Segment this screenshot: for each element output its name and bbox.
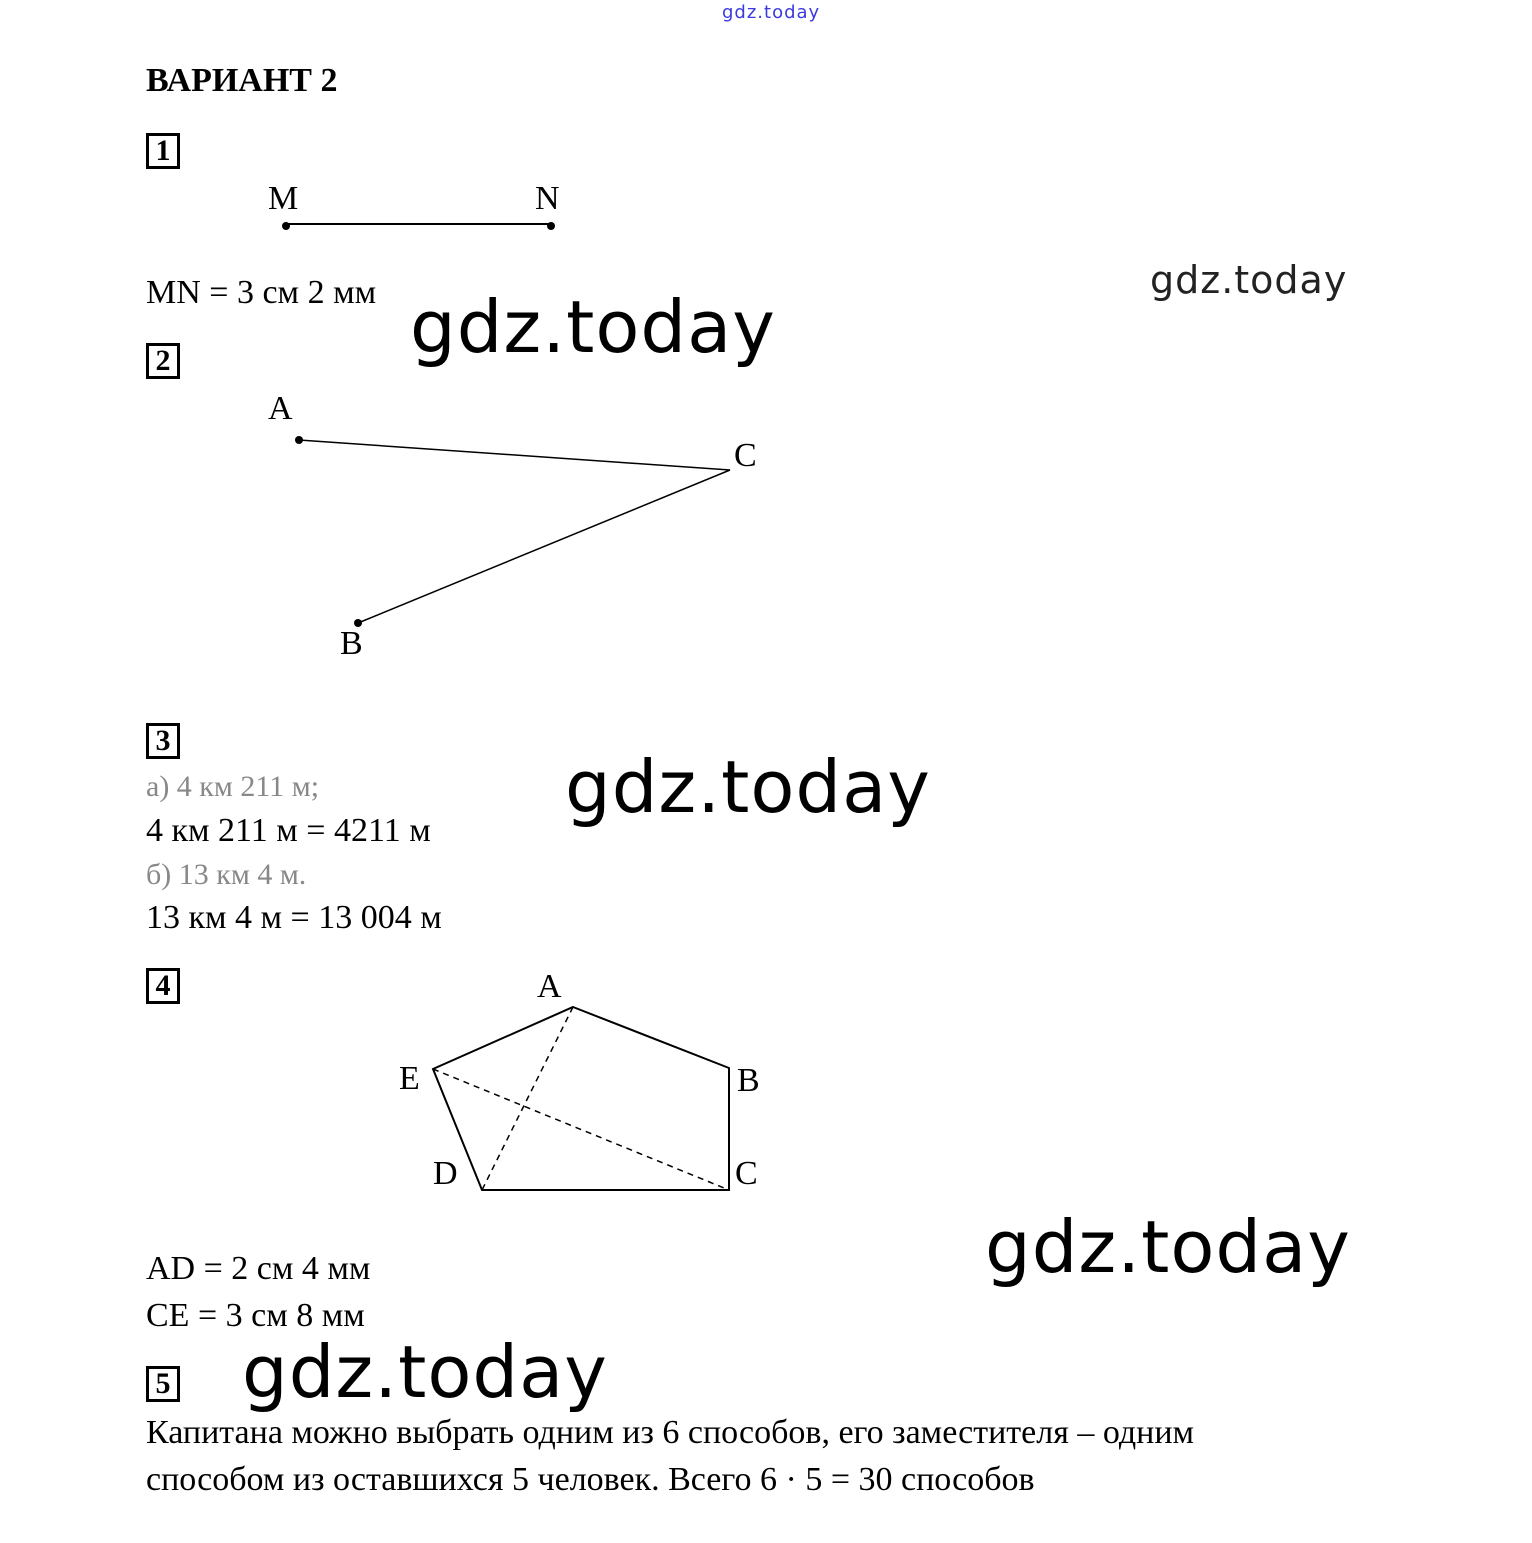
label-point-m: M [268, 180, 299, 217]
angle-acb-figure [295, 436, 730, 627]
segment-mn-figure [282, 222, 555, 230]
task1-answer: MN = 3 см 2 мм [146, 274, 377, 311]
segment-cb [358, 470, 730, 623]
watermark-large-2: gdz.today [565, 745, 931, 829]
watermark-large-1: gdz.today [410, 285, 776, 369]
label-point-b: B [340, 625, 363, 662]
label-point-n: N [535, 180, 560, 217]
point-n-dot [547, 222, 555, 230]
task-number-5: 5 [146, 1366, 180, 1402]
task4-answer-ce: CE = 3 см 8 мм [146, 1297, 365, 1334]
label-point-c: C [734, 437, 757, 474]
label-pentagon-b: B [737, 1062, 760, 1099]
label-pentagon-c: C [735, 1155, 758, 1192]
label-pentagon-e: E [399, 1060, 420, 1097]
segment-ac [299, 440, 730, 470]
page-title: ВАРИАНТ 2 [146, 62, 338, 99]
task3-question-a: а) 4 км 211 м; [146, 770, 320, 803]
point-a-dot [295, 436, 303, 444]
label-pentagon-a: A [537, 968, 562, 1005]
label-pentagon-d: D [433, 1155, 458, 1192]
task3-answer-a: 4 км 211 м = 4211 м [146, 812, 431, 849]
point-m-dot [282, 222, 290, 230]
diagonal-ce [433, 1069, 729, 1190]
task4-answer-ad: AD = 2 см 4 мм [146, 1250, 371, 1287]
watermark-large-4: gdz.today [242, 1330, 608, 1414]
pentagon-figure [433, 1007, 729, 1190]
diagonal-ad [482, 1007, 573, 1190]
watermark-large-3: gdz.today [985, 1205, 1351, 1289]
task5-text-line1: Капитана можно выбрать одним из 6 способов, его заместителя – одним [146, 1414, 1195, 1451]
watermark-right: gdz.today [1150, 258, 1348, 302]
label-point-a: A [268, 390, 293, 427]
task-number-1: 1 [146, 133, 180, 169]
task-number-2: 2 [146, 343, 180, 379]
task3-question-b: б) 13 км 4 м. [146, 858, 307, 891]
task-number-4: 4 [146, 968, 180, 1004]
watermark-top: gdz.today [722, 2, 821, 23]
task5-text-line2: способом из оставшихся 5 человек. Всего 6 · 5 = 30 способов [146, 1461, 1035, 1498]
pentagon-abcde [433, 1007, 729, 1190]
task-number-3: 3 [146, 723, 180, 759]
task3-answer-b: 13 км 4 м = 13 004 м [146, 899, 442, 936]
